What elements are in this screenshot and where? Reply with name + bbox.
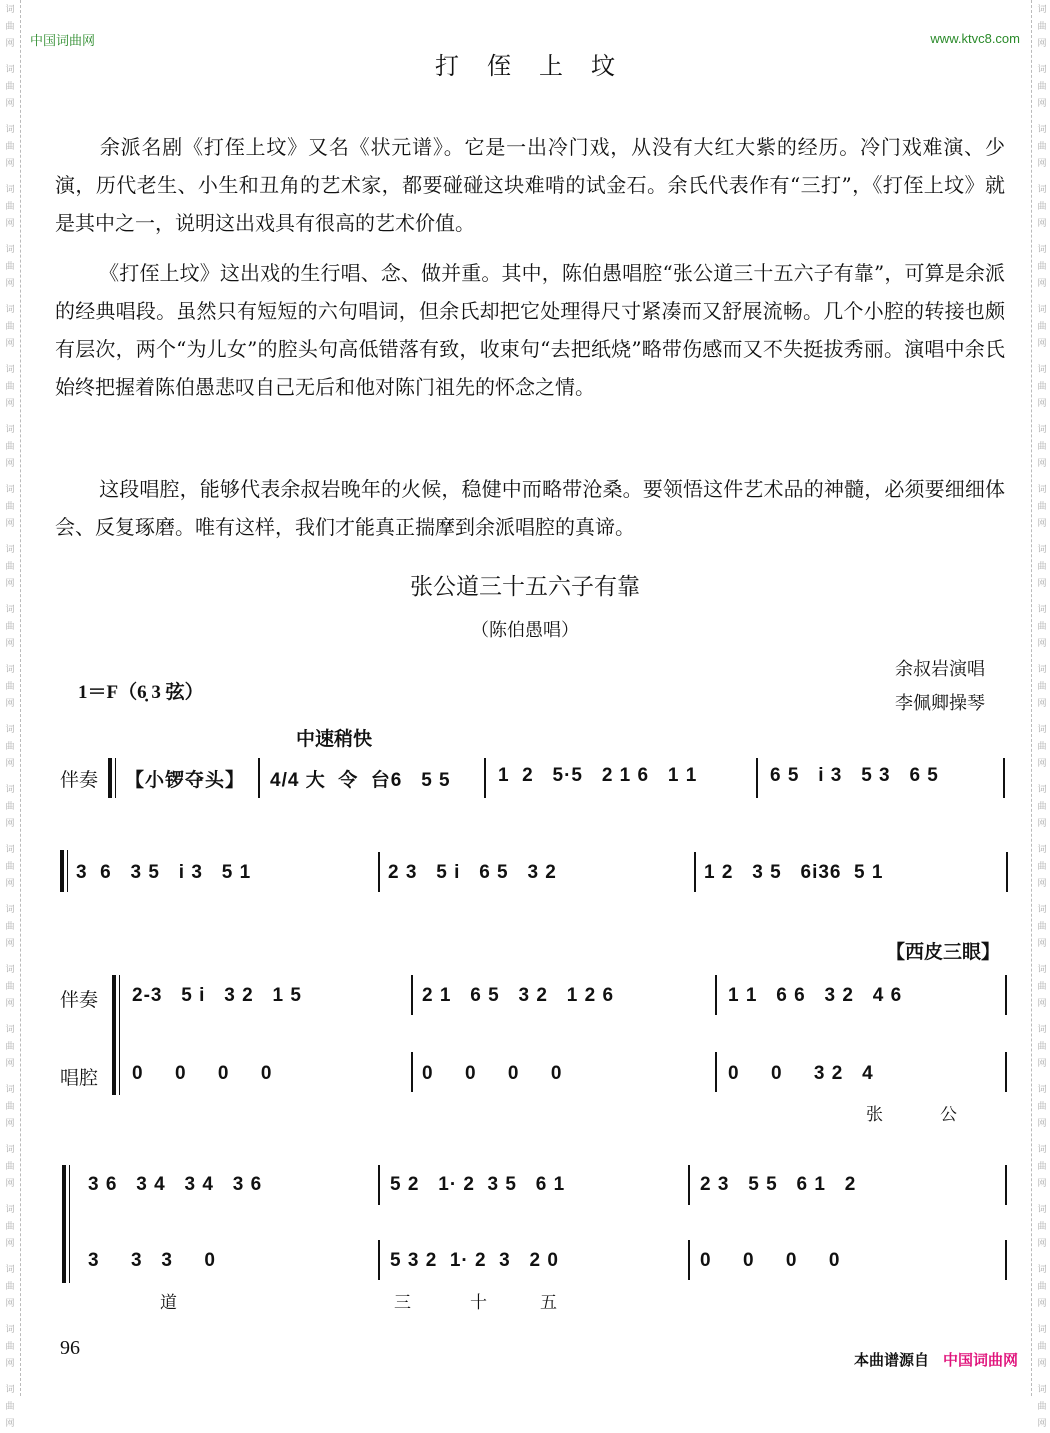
key-signature: 1＝F（6̣ 3 弦） bbox=[78, 682, 204, 703]
measure: 3 6 3 5 i 3 5 1 bbox=[76, 862, 252, 883]
watermark-text: 词 曲 网 bbox=[5, 485, 15, 529]
measure: 4/4 大 令 台6 5 5 bbox=[270, 770, 451, 791]
measure: 3 6 3 4 3 4 3 6 bbox=[88, 1174, 263, 1195]
site-url[interactable]: www.ktvc8.com bbox=[930, 31, 1020, 46]
page-number: 96 bbox=[60, 1337, 80, 1359]
watermark-text: 词 曲 网 bbox=[1037, 5, 1047, 49]
watermark-text: 词 曲 网 bbox=[5, 425, 15, 469]
staff-brace bbox=[60, 850, 68, 892]
watermark-text: 词 曲 网 bbox=[1037, 305, 1047, 349]
watermark-text: 词 曲 网 bbox=[5, 905, 15, 949]
watermark-text: 词 曲 网 bbox=[1037, 65, 1047, 109]
song-title: 张公道三十五六子有靠 bbox=[410, 574, 640, 600]
watermark-text: 词 曲 网 bbox=[1037, 665, 1047, 709]
staff-brace bbox=[108, 758, 116, 798]
watermark-text: 词 曲 网 bbox=[1037, 1085, 1047, 1129]
song-subtitle: （陈伯愚唱） bbox=[471, 620, 579, 641]
measure: 2 1 6 5 3 2 1 2 6 bbox=[422, 985, 615, 1006]
vocal-label: 唱腔 bbox=[60, 1067, 99, 1089]
barline bbox=[484, 758, 486, 798]
watermark-text: 词 曲 网 bbox=[5, 845, 15, 889]
barline bbox=[411, 975, 413, 1015]
lyric: 五 bbox=[540, 1293, 557, 1313]
barline bbox=[756, 758, 758, 798]
article-paragraph-1: 余派名剧《打侄上坟》又名《状元谱》。它是一出冷门戏，从没有大红大紫的经历。冷门戏难演、少演，历代老生、小生和丑角的艺术家，都要碰碰这块难啃的试金石。余氏代表作有“三打”，《打侄上坟》就是其中之一，说明这出戏具有很高的艺术价值。 bbox=[55, 135, 1005, 235]
watermark-text: 词 曲 网 bbox=[5, 1025, 15, 1069]
measure: 5 2 1· 2 3 5 6 1 bbox=[390, 1174, 566, 1195]
watermark-text: 词 曲 网 bbox=[1037, 545, 1047, 589]
left-margin-watermark bbox=[0, 0, 21, 1429]
source-site-link[interactable]: 中国词曲网 bbox=[942, 1351, 1018, 1369]
watermark-text: 词 曲 网 bbox=[5, 65, 15, 109]
watermark-text: 词 曲 网 bbox=[1037, 905, 1047, 949]
watermark-text: 词 曲 网 bbox=[5, 245, 15, 289]
watermark-text: 词 曲 网 bbox=[5, 545, 15, 589]
watermark-text: 词 曲 网 bbox=[5, 1145, 15, 1189]
barline bbox=[688, 1240, 690, 1280]
staff-brace bbox=[62, 1165, 70, 1283]
watermark-text: 词 曲 网 bbox=[1037, 245, 1047, 289]
watermark-text: 词 曲 网 bbox=[1037, 1265, 1047, 1309]
barline bbox=[694, 852, 696, 892]
source-attribution bbox=[854, 1349, 1018, 1370]
measure: 0 0 0 0 bbox=[422, 1063, 563, 1084]
measure: 0 0 3 2 4 bbox=[728, 1063, 874, 1084]
barline bbox=[1006, 852, 1008, 892]
section-marking: 【西皮三眼】 bbox=[885, 941, 1000, 963]
barline bbox=[715, 1052, 717, 1092]
site-logo-text[interactable]: 中国词曲网 bbox=[30, 34, 96, 49]
watermark-text: 词 曲 网 bbox=[5, 665, 15, 709]
watermark-text: 词 曲 网 bbox=[1037, 425, 1047, 469]
watermark-text: 词 曲 网 bbox=[5, 785, 15, 829]
watermark-text: 词 曲 网 bbox=[5, 185, 15, 229]
intro-percussion: 【小锣夺头】 bbox=[125, 769, 246, 791]
watermark-text: 词 曲 网 bbox=[5, 1205, 15, 1249]
watermark-text: 词 曲 网 bbox=[1037, 605, 1047, 649]
measure: 2 3 5 i 6 5 3 2 bbox=[388, 862, 557, 883]
accompanist-credit: 李佩卿操琴 bbox=[895, 693, 985, 714]
accomp-label: 伴奏 bbox=[60, 989, 99, 1011]
watermark-text: 词 曲 网 bbox=[1037, 785, 1047, 829]
measure: 1 2 3 5 6i36 5 1 bbox=[704, 862, 884, 883]
watermark-text: 词 曲 网 bbox=[1037, 1025, 1047, 1069]
watermark-text: 词 曲 网 bbox=[5, 725, 15, 769]
barline bbox=[411, 1052, 413, 1092]
watermark-text: 词 曲 网 bbox=[5, 965, 15, 1009]
watermark-text: 词 曲 网 bbox=[1037, 125, 1047, 169]
measure: 3 3 3 0 bbox=[88, 1250, 216, 1271]
source-label: 本曲谱源自 bbox=[853, 1351, 929, 1369]
measure: 0 0 0 0 bbox=[132, 1063, 273, 1084]
watermark-text: 词 曲 网 bbox=[1037, 485, 1047, 529]
measure: 2-3 5 i 3 2 1 5 bbox=[132, 985, 302, 1006]
watermark-text: 词 曲 网 bbox=[1037, 1205, 1047, 1249]
watermark-text: 词 曲 网 bbox=[1037, 725, 1047, 769]
lyric: 十 bbox=[470, 1293, 487, 1313]
watermark-text: 词 曲 网 bbox=[1037, 1385, 1047, 1429]
watermark-text: 词 曲 网 bbox=[1037, 365, 1047, 409]
watermark-text: 词 曲 网 bbox=[1037, 845, 1047, 889]
watermark-text: 词 曲 网 bbox=[5, 365, 15, 409]
watermark-text: 词 曲 网 bbox=[5, 1085, 15, 1129]
lyric: 张 bbox=[866, 1105, 883, 1125]
barline bbox=[1005, 975, 1007, 1015]
measure: 1 2 5·5 2 1 6 1 1 bbox=[498, 765, 698, 786]
watermark-text: 词 曲 网 bbox=[5, 125, 15, 169]
barline bbox=[688, 1165, 690, 1205]
barline bbox=[378, 852, 380, 892]
barline bbox=[1005, 1052, 1007, 1092]
barline bbox=[1003, 758, 1005, 798]
lyric: 公 bbox=[940, 1105, 957, 1125]
watermark-text: 词 曲 网 bbox=[5, 5, 15, 49]
accomp-label: 伴奏 bbox=[60, 769, 99, 791]
measure: 0 0 0 0 bbox=[700, 1250, 841, 1271]
singer-credit: 余叔岩演唱 bbox=[895, 659, 985, 680]
barline bbox=[715, 975, 717, 1015]
performer-credits bbox=[895, 653, 985, 721]
barline bbox=[378, 1240, 380, 1280]
measure: 6 5 i 3 5 3 6 5 bbox=[770, 765, 939, 786]
watermark-text: 词 曲 网 bbox=[1037, 185, 1047, 229]
watermark-text: 词 曲 网 bbox=[5, 1265, 15, 1309]
article-paragraph-2: 《打侄上坟》这出戏的生行唱、念、做并重。其中，陈伯愚唱腔“张公道三十五六子有靠”，可算是余派的经典唱段。虽然只有短短的六句唱词，但余氏却把它处理得尺寸紧凑而又舒展流畅。几个小腔的转接也颇有层次，两个“为儿女”的腔头句高低错落有致，收束句“去把纸烧”略带伤感而又不失挺拔秀丽。演唱中余氏始终把握着陈伯愚悲叹自己无后和他对陈门祖先的怀念之情。 bbox=[55, 261, 1005, 399]
barline bbox=[258, 758, 260, 798]
watermark-text: 词 曲 网 bbox=[1037, 1145, 1047, 1189]
watermark-text: 词 曲 网 bbox=[5, 1385, 15, 1429]
barline bbox=[378, 1165, 380, 1205]
tempo-marking: 中速稍快 bbox=[296, 728, 373, 750]
watermark-text: 词 曲 网 bbox=[5, 305, 15, 349]
article-paragraph-3: 这段唱腔，能够代表余叔岩晚年的火候，稳健中而略带沧桑。要领悟这件艺术品的神髓，必须要细细体会、反复琢磨。唯有这样，我们才能真正揣摩到余派唱腔的真谛。 bbox=[55, 477, 1005, 539]
barline bbox=[1005, 1240, 1007, 1280]
barline bbox=[1005, 1165, 1007, 1205]
measure: 2 3 5 5 6 1 2 bbox=[700, 1174, 857, 1195]
watermark-text: 词 曲 网 bbox=[1037, 965, 1047, 1009]
measure: 5 3 2 1· 2 3 2 0 bbox=[390, 1250, 559, 1271]
right-margin-watermark bbox=[1031, 0, 1050, 1429]
lyric: 道 bbox=[160, 1293, 177, 1313]
watermark-text: 词 曲 网 bbox=[5, 605, 15, 649]
measure: 1 1 6 6 3 2 4 6 bbox=[728, 985, 903, 1006]
watermark-text: 词 曲 网 bbox=[1037, 1325, 1047, 1369]
page-title: 打侄上坟 bbox=[435, 52, 643, 80]
lyric: 三 bbox=[394, 1293, 411, 1313]
watermark-text: 词 曲 网 bbox=[5, 1325, 15, 1369]
staff-brace bbox=[112, 975, 120, 1095]
